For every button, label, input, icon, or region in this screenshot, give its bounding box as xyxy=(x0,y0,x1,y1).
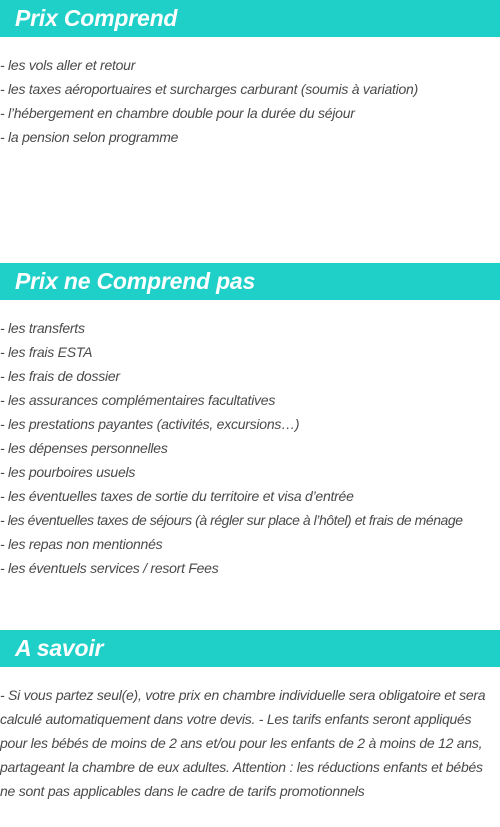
included-list xyxy=(0,53,418,149)
list-item: - les repas non mentionnés xyxy=(0,536,163,552)
list-item: - les prestations payantes (activités, excursions…) xyxy=(0,416,300,432)
list-item: - les frais de dossier xyxy=(0,368,120,384)
list-item: - les transferts xyxy=(0,320,85,336)
list-item: - les éventuelles taxes de sortie du territoire et visa d’entrée xyxy=(0,488,354,504)
info-paragraph: - Si vous partez seul(e), votre prix en chambre individuelle sera obligatoire et sera calculé automatiquement dans votre devis. - Les tarifs enfants seront appliqués pour les bébés de moins de 2 ans et/ou pour les enfants de 2 à moins de 12 ans, partageant la chambre de eux adultes. Attention : les réductions enfants et bébés ne sont pas applicables dans le cadre de tarifs promotionnels xyxy=(0,687,486,799)
list-item: - l’hébergement en chambre double pour la durée du séjour xyxy=(0,105,355,121)
list-item: - les vols aller et retour xyxy=(0,57,136,73)
list-item: - la pension selon programme xyxy=(0,129,179,145)
section-header-prix-comprend: Prix Comprend xyxy=(0,0,500,37)
list-item: - les éventuelles taxes de séjours (à régler sur place à l’hôtel) et frais de ménage xyxy=(0,512,463,528)
list-item: - les dépenses personnelles xyxy=(0,440,168,456)
section-header-a-savoir: A savoir xyxy=(0,630,500,667)
list-item: - les pourboires usuels xyxy=(0,464,136,480)
section-header-prix-ne-comprend-pas: Prix ne Comprend pas xyxy=(0,263,500,300)
excluded-list xyxy=(0,316,463,580)
list-item: - les assurances complémentaires facultatives xyxy=(0,392,276,408)
list-item: - les taxes aéroportuaires et surcharges carburant (soumis à variation) xyxy=(0,81,418,97)
list-item: - les éventuels services / resort Fees xyxy=(0,560,219,576)
list-item: - les frais ESTA xyxy=(0,344,93,360)
